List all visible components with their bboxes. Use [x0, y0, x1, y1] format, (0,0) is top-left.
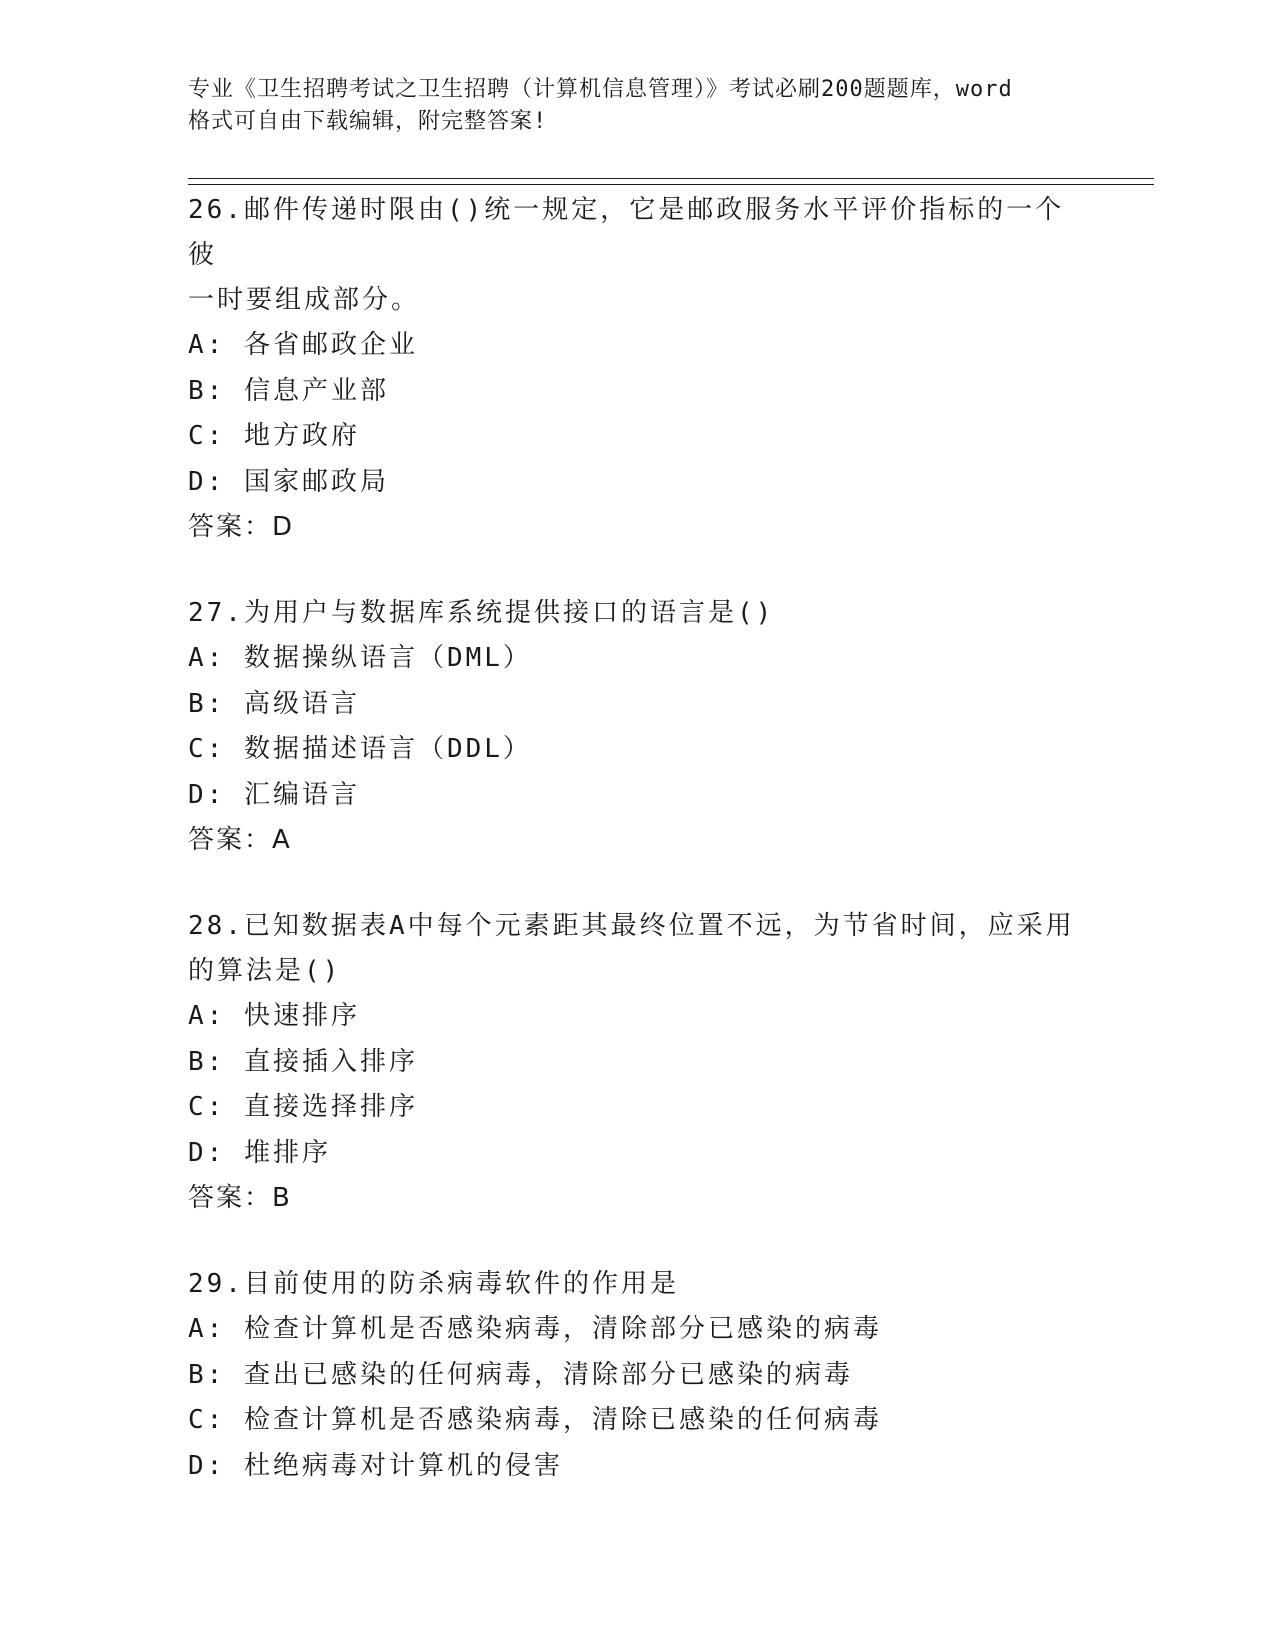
- question-stem: 26.邮件传递时限由()统一规定，它是邮政服务水平评价指标的一个彼: [188, 195, 1065, 270]
- option-c: C: 数据描述语言（DDL）: [188, 734, 532, 764]
- question-27: [188, 591, 1088, 863]
- question-stem-continued: 一时要组成部分。: [188, 285, 421, 315]
- header-line-1: 专业《卫生招聘考试之卫生招聘（计算机信息管理）》考试必刷200题题库，word: [188, 77, 1013, 102]
- option-d: D: 国家邮政局: [188, 466, 389, 497]
- header-divider: [188, 178, 1154, 185]
- option-c: C: 地方政府: [188, 421, 360, 451]
- option-c: C: 直接选择排序: [188, 1092, 418, 1122]
- question-list: [188, 188, 1088, 1530]
- question-26: [188, 188, 1088, 550]
- option-a: A: 数据操纵语言（DML）: [188, 643, 532, 673]
- question-stem: 29.目前使用的防杀病毒软件的作用是: [188, 1269, 679, 1299]
- answer: 答案：B: [188, 1183, 292, 1213]
- option-b: B: 直接插入排序: [188, 1046, 418, 1077]
- answer: 答案：D: [188, 512, 295, 542]
- option-b: B: 查出已感染的任何病毒，清除部分已感染的病毒: [188, 1359, 853, 1390]
- question-stem: 28.已知数据表A中每个元素距其最终位置不远，为节省时间，应采用: [188, 911, 1075, 941]
- question-28: [188, 904, 1088, 1221]
- question-stem-continued: 的算法是(): [188, 956, 342, 986]
- answer: 答案：A: [188, 825, 292, 855]
- option-d: D: 汇编语言: [188, 779, 360, 810]
- option-d: D: 杜绝病毒对计算机的侵害: [188, 1450, 563, 1481]
- option-d: D: 堆排序: [188, 1137, 331, 1168]
- document-header: [188, 74, 1088, 138]
- option-b: B: 信息产业部: [188, 375, 389, 406]
- option-b: B: 高级语言: [188, 688, 360, 719]
- option-a: A: 快速排序: [188, 1001, 360, 1031]
- option-a: A: 检查计算机是否感染病毒，清除部分已感染的病毒: [188, 1314, 882, 1344]
- question-stem: 27.为用户与数据库系统提供接口的语言是(): [188, 598, 775, 628]
- option-c: C: 检查计算机是否感染病毒，清除已感染的任何病毒: [188, 1405, 882, 1435]
- header-line-2: 格式可自由下载编辑，附完整答案!: [188, 109, 548, 134]
- question-29: [188, 1262, 1088, 1489]
- option-a: A: 各省邮政企业: [188, 330, 418, 360]
